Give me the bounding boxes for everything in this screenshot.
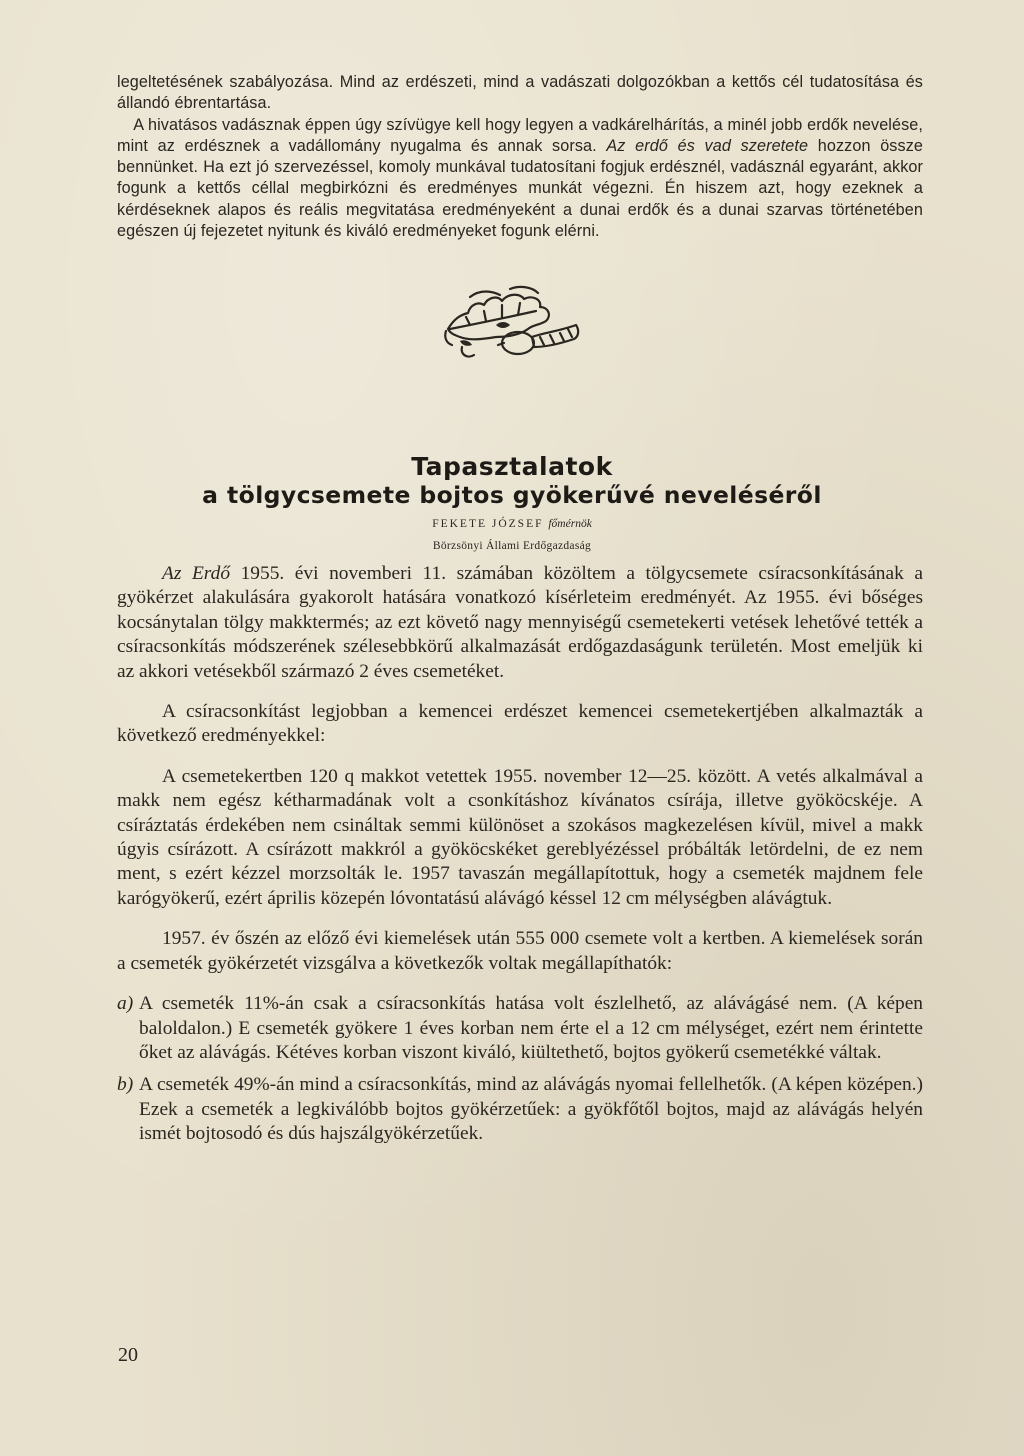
paragraph-text: 1955. évi novemberi 11. számában közöltem a tölgycsemete csíracsonkításának a gyökérzet alakulására gyakorolt hatására vonatkozó kísérleteim eredményét. Az 1955. évi bőséges kocsánytalan tölgy makktermés; az ezt követő nagy mennyiségű csemetekerti vetések lehetővé tették a csíracsonkítás módszerének szélesebbkörű alkalmazását erdőgazdaságunk területén. Most emeljük ki az akkori vetésekből származó 2 éves csemetéket. <box>117 563 923 682</box>
list-item-text: A csemeték 49%-án mind a csíracsonkítás, mind az alávágás nyomai fellelhetők. (A képen középen.) Ezek a csemeték a legkiválóbb bojtos gyökérzetűek: a gyökfőtől bojtos, majd az alávágás helyén ismét bojtosodó és dús hajszálgyökérzetűek. <box>139 1074 923 1145</box>
list-item-text: A csemeték 11%-án csak a csíracsonkítás hatása volt észlelhető, az alávágásé nem. (A képen baloldalon.) E csemeték gyökere 1 éves korban nem érte el a 12 cm mélységet, ezért nem érintette őket az alávágás. Kétéves korban viszont kiváló, kiültethető, bojtos gyökerű csemetékké váltak. <box>139 993 923 1063</box>
paragraph-text: hozzon össze bennünket. Ha ezt jó szervezéssel, komoly munkával tudatosítani fogjuk erdésznél, vadásznál egyaránt, akkor fogunk a kettős céllal megbirkózni és eredményes munkát végezni. Én hiszem azt, hogy ezeknek a kérdéseknek alapos és reális megvitatása eredményeként a dunai erdők és a dunai szarvas történetében egészen új fejezetet nyitunk és kiváló eredményeket fogunk elérni. <box>117 136 923 241</box>
paragraph: 1957. év őszén az előző évi kiemelések után 555 000 csemete volt a kertben. A kiemelések során a csemeték gyökérzetét vizsgálva a következők voltak megállapíthatók: <box>117 928 923 974</box>
paragraph: A csemetekertben 120 q makkot vetettek 1955. november 12—25. között. A vetés alkalmával a makk nem egész kétharmadának volt a csonkításhoz kívánatos csírája, illetve gyököcskéje. A csíráztatás érdekében nem csináltak semmi különöset a szokásos magkezelésen kívül, mivel a makk úgyis csírázott. A csírázott makkról a gyököcskéket gereblyézéssel próbálták letördelni, de ez nem ment, s ezért kézzel morzsolták le. 1957 tavaszán megállapítottuk, hogy a csemeték majdnem fele karógyökerű, ezért április közepén lóvontatású alávágó késsel 12 cm mélységben alávágtuk. <box>117 765 923 909</box>
paragraph <box>117 562 923 684</box>
paragraph <box>117 115 923 243</box>
list-item-label: a) <box>117 993 134 1015</box>
journal-name: Az Erdő <box>162 563 231 584</box>
paragraph-text: A hivatásos vadásznak éppen úgy szívügye kell hogy legyen a vadkárelhárítás, a minél jobb erdők nevelése, mint az erdésznek a vadállomány nyugalma és annak sorsa. <box>117 115 923 155</box>
author-line <box>0 518 1024 530</box>
paragraph-text: legeltetésének szabályozása. Mind az erdészeti, mind a vadászati dolgozókban a kettős cél tudatosítása és állandó ébrentartása. <box>117 73 923 113</box>
oak-leaf-acorn-emblem-icon <box>440 285 586 365</box>
article-body <box>117 562 923 1147</box>
paragraph: A csíracsonkítást legjobban a kemencei erdészet kemencei csemetekertjében alkalmazták a következő eredményekkel: <box>117 701 923 747</box>
paragraph <box>117 72 923 115</box>
article-title: Tapasztalatok <box>411 452 613 481</box>
page-number: 20 <box>118 1344 138 1366</box>
emphasis-text: Az erdő és vad szeretete <box>606 136 809 155</box>
author-role: főmérnök <box>548 518 592 530</box>
author-name: FEKETE JÓZSEF <box>432 518 544 530</box>
list-item <box>117 992 923 1065</box>
organization: Börzsönyi Állami Erdőgazdaság <box>432 540 592 552</box>
list-item <box>117 1073 923 1146</box>
list-item-label: b) <box>117 1074 134 1096</box>
article-subtitle: a tölgycsemete bojtos gyökerűvé neveléséről <box>202 481 822 509</box>
continued-text-section <box>117 72 923 242</box>
